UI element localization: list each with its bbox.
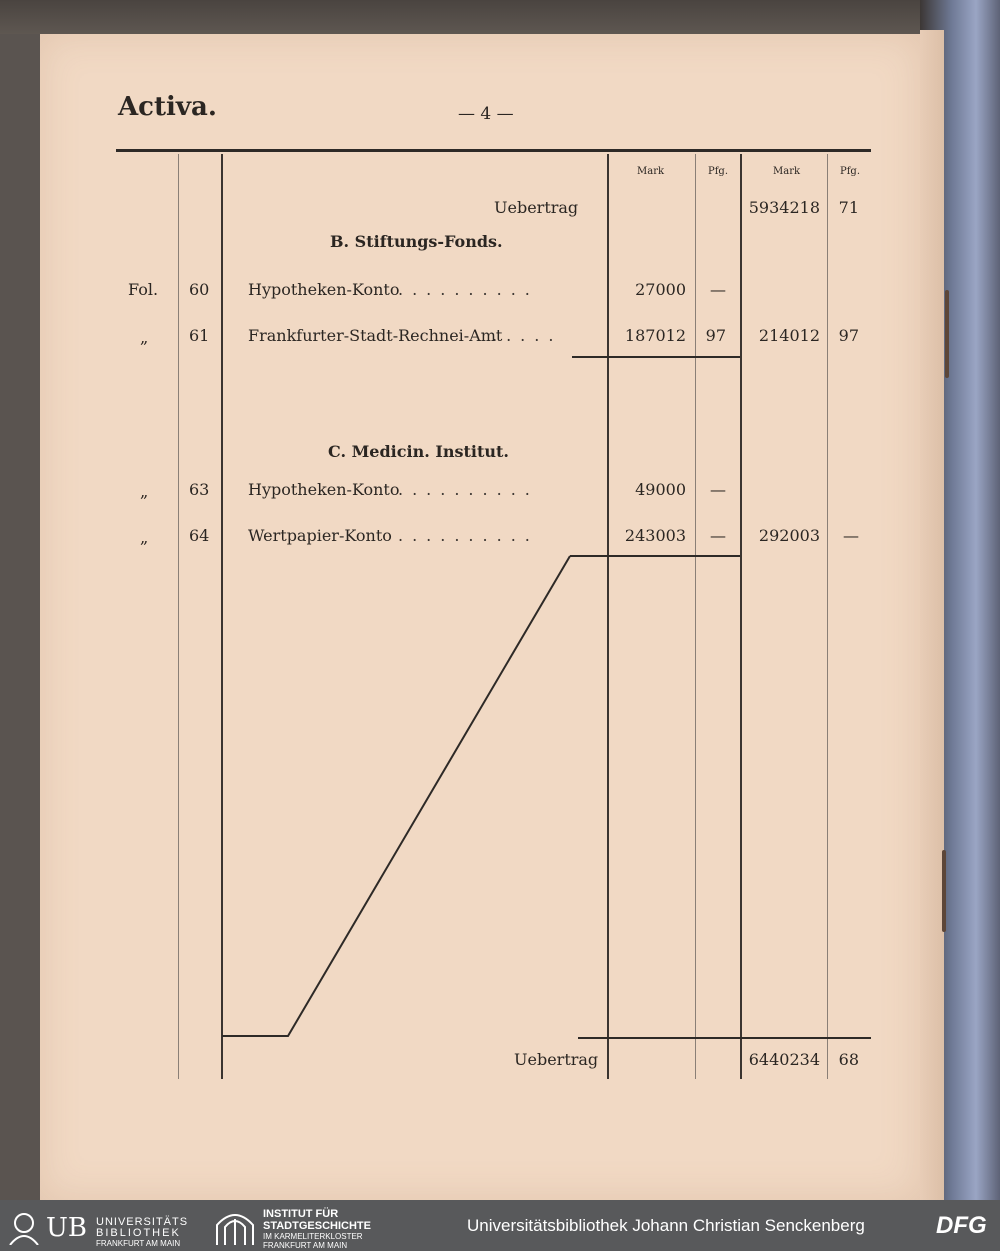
page-number: — 4 — <box>458 104 514 124</box>
carry-out-mark: 6440234 <box>748 1050 820 1069</box>
isg-line2: STADTGESCHICHTE <box>263 1220 371 1232</box>
account-pfg: 97 <box>705 326 726 345</box>
cancellation-line <box>40 34 920 1200</box>
account-pfg: — <box>710 280 726 299</box>
footer-bar <box>0 1200 1000 1251</box>
isg-line3: IM KARMELITERKLOSTER <box>263 1232 363 1241</box>
subtotal-mark: 214012 <box>758 326 820 345</box>
account-number: 64 <box>189 526 210 545</box>
account-label: Hypotheken-Konto <box>248 480 400 499</box>
column-header-pfg: Pfg. <box>840 166 861 177</box>
isg-arch-icon <box>213 1209 257 1245</box>
ub-portrait-icon <box>6 1209 42 1245</box>
carry-in-pfg: 71 <box>838 198 859 217</box>
dot-leader: .......... <box>398 480 539 499</box>
account-pfg: — <box>710 480 726 499</box>
ledger-page <box>40 34 920 1200</box>
ub-line3: FRANKFURT AM MAIN <box>96 1239 181 1248</box>
account-number: 61 <box>189 326 210 345</box>
account-number: 63 <box>189 480 210 499</box>
account-label: Frankfurter-Stadt-Rechnei-Amt <box>248 326 503 345</box>
column-header-pfg: Pfg. <box>708 166 729 177</box>
page-edge <box>920 30 944 1200</box>
isg-line1: INSTITUT FÜR <box>263 1208 339 1220</box>
footer-center-text[interactable]: Universitätsbibliothek Johann Christian Senckenberg <box>467 1216 865 1235</box>
ditto-mark: „ <box>140 482 149 501</box>
dot-leader: .......... <box>398 526 539 545</box>
carry-out-label: Uebertrag <box>514 1050 599 1069</box>
column-header-mark: Mark <box>637 166 665 177</box>
page-title: Activa. <box>118 92 217 122</box>
section-title: B. Stiftungs-Fonds. <box>330 232 503 251</box>
isg-line4: FRANKFURT AM MAIN <box>263 1241 348 1250</box>
book-binding <box>0 0 1000 36</box>
account-mark: 243003 <box>624 526 686 545</box>
section-title: C. Medicin. Institut. <box>328 442 509 461</box>
account-mark: 27000 <box>635 280 686 299</box>
carry-in-mark: 5934218 <box>748 198 820 217</box>
column-header-mark: Mark <box>773 166 801 177</box>
carry-in-label: Uebertrag <box>494 198 579 217</box>
ditto-mark: „ <box>140 328 149 347</box>
dot-leader: ..... <box>492 326 563 345</box>
subtotal-mark: 292003 <box>758 526 820 545</box>
account-label: Wertpapier-Konto <box>248 526 392 545</box>
dot-leader: .......... <box>398 280 539 299</box>
ditto-mark: „ <box>140 528 149 547</box>
staple-icon <box>945 290 949 378</box>
account-mark: 49000 <box>635 480 686 499</box>
ub-line2: BIBLIOTHEK <box>96 1227 181 1239</box>
book-gutter <box>0 34 40 1200</box>
ub-line1: UNIVERSITÄTS <box>96 1216 189 1228</box>
staple-icon <box>942 850 946 932</box>
account-mark: 187012 <box>624 326 686 345</box>
account-number: 60 <box>189 280 210 299</box>
total-rule <box>578 1037 871 1039</box>
folio-label: Fol. <box>128 280 159 299</box>
subtotal-pfg: — <box>843 526 859 545</box>
carry-out-pfg: 68 <box>838 1050 859 1069</box>
account-label: Hypotheken-Konto <box>248 280 400 299</box>
dfg-logo[interactable]: DFG <box>936 1212 987 1239</box>
ub-logo[interactable]: UB <box>46 1213 88 1243</box>
subtotal-pfg: 97 <box>838 326 859 345</box>
account-pfg: — <box>710 526 726 545</box>
